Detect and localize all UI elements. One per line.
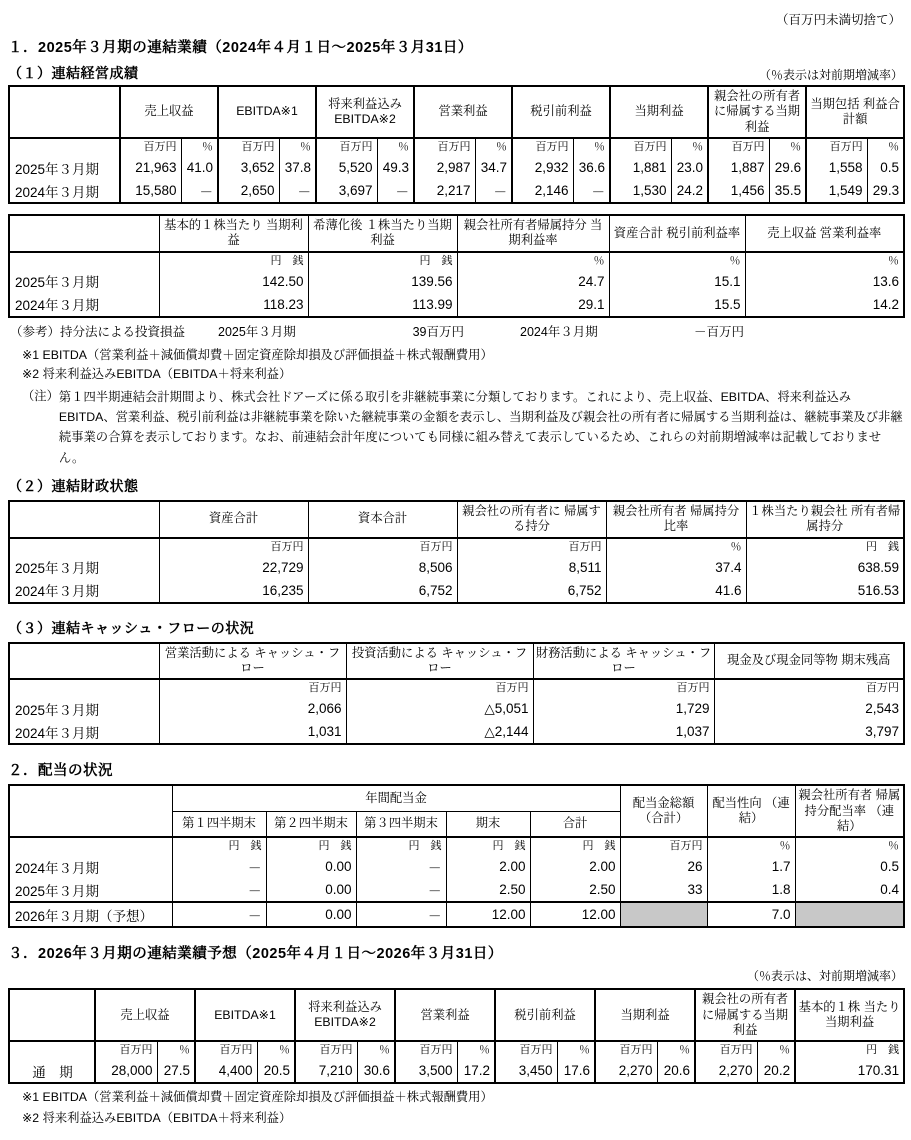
row-label: 2026年３月期（予想） bbox=[9, 902, 172, 927]
unit-cell: ％ bbox=[475, 138, 512, 156]
unit-cell: 百万円 bbox=[610, 138, 671, 156]
section1-1-pct-note: （％表示は対前期増減率） bbox=[758, 68, 903, 82]
value-cell: 2,146 bbox=[512, 179, 573, 203]
unit-cell bbox=[9, 138, 120, 156]
unit-cell: ％ bbox=[795, 837, 904, 855]
section3-pct-note: （％表示は、対前期増減率） bbox=[746, 969, 903, 984]
header-comprehensive-income: 当期包括 利益合計額 bbox=[806, 86, 904, 138]
unit-cell: ％ bbox=[457, 1041, 495, 1059]
unit-cell: 円 銭 bbox=[356, 837, 446, 855]
value-cell: 3,797 bbox=[714, 720, 904, 744]
row-label: 2025年３月期 bbox=[9, 270, 159, 293]
table-row bbox=[9, 179, 904, 203]
value-cell: 142.50 bbox=[159, 270, 308, 293]
unit-cell: 百万円 bbox=[218, 138, 279, 156]
unit-cell: ％ bbox=[377, 138, 414, 156]
value-cell: 22,729 bbox=[159, 556, 308, 579]
value-cell: 14.2 bbox=[745, 293, 904, 317]
row-label: 2024年３月期 bbox=[9, 720, 159, 744]
value-cell: 7.0 bbox=[707, 902, 795, 927]
unit-cell: 百万円 bbox=[346, 679, 533, 697]
unit-cell: 円 銭 bbox=[266, 837, 356, 855]
financial-position-table bbox=[8, 500, 905, 604]
header-total-equity: 資本合計 bbox=[308, 501, 457, 538]
header-operating-profit: 営業利益 bbox=[395, 989, 495, 1041]
value-cell: 29.6 bbox=[769, 156, 806, 179]
header-future-ebitda: 将来利益込み EBITDA※2 bbox=[316, 86, 414, 138]
value-cell: 0.4 bbox=[795, 878, 904, 902]
value-cell: 113.99 bbox=[308, 293, 457, 317]
header-profit-owners: 親会社の所有者に帰属する当期利益 bbox=[695, 989, 795, 1041]
unit-cell: 百万円 bbox=[533, 679, 714, 697]
value-cell: － bbox=[356, 855, 446, 878]
unit-cell: 百万円 bbox=[595, 1041, 657, 1059]
header-equity-per-share: １株当たり親会社 所有者帰属持分 bbox=[746, 501, 904, 538]
header-revenue: 売上収益 bbox=[95, 989, 195, 1041]
note-ebitda: ※1 EBITDA（営業利益＋減価償却費＋固定資産除却損及び評価損益＋株式報酬費用） bbox=[22, 1090, 493, 1105]
unit-cell: 百万円 bbox=[120, 138, 181, 156]
value-cell: △5,051 bbox=[346, 697, 533, 720]
row-label: 通 期 bbox=[9, 1059, 95, 1083]
value-cell: 37.8 bbox=[279, 156, 316, 179]
header-roe: 親会社所有者帰属持分 当期利益率 bbox=[457, 215, 609, 252]
reference-period-2: 2024年３月期 bbox=[520, 324, 598, 339]
corner-cell bbox=[9, 86, 120, 138]
note-label: （注） bbox=[22, 388, 59, 403]
unit-cell: 百万円 bbox=[295, 1041, 357, 1059]
value-cell: 2.00 bbox=[446, 855, 530, 878]
value-cell: 15,580 bbox=[120, 179, 181, 203]
note-text: 第１四半期連結会計期間より、株式会社ドアーズに係る取引を非継続事業に分類しております。これにより、売上収益、EBITDA、将来利益込みEBITDA、営業利益、税引前利益は非継続事業を除いた継続事業の金額を表示し、当期利益及び親会社の所有者に帰属する当期利益は、継続事業及び非継続事業の合算を表示しております。なお、前連結会計年度についても同様に組み替えて表示しているため、これらの対前期増減率は記載しておりません。 bbox=[58, 389, 903, 465]
unit-cell: ％ bbox=[609, 252, 745, 270]
unit-cell: 百万円 bbox=[395, 1041, 457, 1059]
forecast-table bbox=[8, 988, 905, 1084]
value-cell: 0.00 bbox=[266, 902, 356, 927]
rounding-note: （百万円未満切捨て） bbox=[775, 13, 901, 27]
value-cell: 8,511 bbox=[457, 556, 606, 579]
value-cell: 17.2 bbox=[457, 1059, 495, 1083]
unit-cell: 円 銭 bbox=[746, 538, 904, 556]
corner-cell bbox=[9, 501, 159, 538]
value-cell: 20.2 bbox=[757, 1059, 795, 1083]
section1-3-title: （３）連結キャッシュ・フローの状況 bbox=[8, 619, 255, 636]
value-cell: 15.5 bbox=[609, 293, 745, 317]
value-cell: 23.0 bbox=[671, 156, 708, 179]
header-total: 合計 bbox=[530, 811, 620, 837]
unit-cell: 百万円 bbox=[695, 1041, 757, 1059]
header-pretax-profit: 税引前利益 bbox=[495, 989, 595, 1041]
units-row bbox=[9, 679, 904, 697]
value-cell: 20.5 bbox=[257, 1059, 295, 1083]
header-payout-ratio: 配当性向 （連結） bbox=[707, 785, 795, 837]
value-cell: 0.00 bbox=[266, 855, 356, 878]
value-cell: △2,144 bbox=[346, 720, 533, 744]
table-row bbox=[9, 270, 904, 293]
section1-title: １．2025年３月期の連結業績（2024年４月１日～2025年３月31日） bbox=[8, 40, 473, 56]
value-cell: 28,000 bbox=[95, 1059, 157, 1083]
section2-title: ２．配当の状況 bbox=[8, 763, 113, 780]
row-label: 2024年３月期 bbox=[9, 293, 159, 317]
value-cell: 2.50 bbox=[530, 878, 620, 902]
unit-cell: 円 銭 bbox=[795, 1041, 904, 1059]
corner-cell bbox=[9, 215, 159, 252]
value-cell: 33 bbox=[620, 878, 707, 902]
reference-value-2: －百万円 bbox=[693, 324, 744, 339]
header-equity-ratio: 親会社所有者 帰属持分比率 bbox=[606, 501, 746, 538]
header-pretax-profit: 税引前利益 bbox=[512, 86, 610, 138]
forecast-notes bbox=[22, 1088, 903, 1128]
unit-cell: ％ bbox=[707, 837, 795, 855]
unit-cell bbox=[9, 538, 159, 556]
header-profit-owners: 親会社の所有者に帰属する当期利益 bbox=[708, 86, 806, 138]
value-cell: － bbox=[573, 179, 610, 203]
header-total-dividends: 配当金総額 （合計） bbox=[620, 785, 707, 837]
unit-cell: ％ bbox=[745, 252, 904, 270]
value-cell: － bbox=[475, 179, 512, 203]
value-cell: － bbox=[377, 179, 414, 203]
value-cell: 6,752 bbox=[308, 579, 457, 603]
value-cell: － bbox=[172, 855, 266, 878]
forecast-full-year-row bbox=[9, 1059, 904, 1083]
unit-cell: ％ bbox=[279, 138, 316, 156]
row-label: 2024年３月期 bbox=[9, 179, 120, 203]
corner-cell bbox=[9, 785, 172, 837]
value-cell: 6,752 bbox=[457, 579, 606, 603]
value-cell: 16,235 bbox=[159, 579, 308, 603]
blank-gray-cell bbox=[620, 902, 707, 927]
unit-cell: 百万円 bbox=[708, 138, 769, 156]
value-cell: 7,210 bbox=[295, 1059, 357, 1083]
table-row bbox=[9, 720, 904, 744]
unit-cell bbox=[9, 837, 172, 855]
unit-cell: ％ bbox=[769, 138, 806, 156]
header-total-assets: 資産合計 bbox=[159, 501, 308, 538]
value-cell: 35.5 bbox=[769, 179, 806, 203]
value-cell: 1,881 bbox=[610, 156, 671, 179]
unit-cell: ％ bbox=[573, 138, 610, 156]
table-row bbox=[9, 556, 904, 579]
value-cell: 5,520 bbox=[316, 156, 377, 179]
note-future-ebitda: ※2 将来利益込みEBITDA（EBITDA＋将来利益） bbox=[22, 367, 292, 382]
units-row bbox=[9, 138, 904, 156]
row-label: 2024年３月期 bbox=[9, 579, 159, 603]
unit-cell: 百万円 bbox=[195, 1041, 257, 1059]
value-cell: 24.7 bbox=[457, 270, 609, 293]
unit-cell: ％ bbox=[157, 1041, 195, 1059]
results-notes bbox=[22, 346, 903, 468]
header-financing-cf: 財務活動による キャッシュ・フロー bbox=[533, 643, 714, 680]
value-cell: 24.2 bbox=[671, 179, 708, 203]
corner-cell bbox=[9, 989, 95, 1041]
value-cell: － bbox=[181, 179, 218, 203]
value-cell: 1,558 bbox=[806, 156, 867, 179]
unit-cell: ％ bbox=[671, 138, 708, 156]
value-cell: 1,729 bbox=[533, 697, 714, 720]
header-roa: 資産合計 税引前利益率 bbox=[609, 215, 745, 252]
table-row bbox=[9, 878, 904, 902]
unit-cell: ％ bbox=[557, 1041, 595, 1059]
header-equity-owners: 親会社の所有者に 帰属する持分 bbox=[457, 501, 606, 538]
value-cell: － bbox=[356, 878, 446, 902]
value-cell: 3,697 bbox=[316, 179, 377, 203]
value-cell: 41.0 bbox=[181, 156, 218, 179]
table-row bbox=[9, 697, 904, 720]
unit-cell: 百万円 bbox=[95, 1041, 157, 1059]
value-cell: 2,270 bbox=[595, 1059, 657, 1083]
unit-cell: 百万円 bbox=[316, 138, 377, 156]
value-cell: 2,270 bbox=[695, 1059, 757, 1083]
row-label: 2025年３月期 bbox=[9, 556, 159, 579]
unit-cell: ％ bbox=[457, 252, 609, 270]
unit-cell: 円 銭 bbox=[530, 837, 620, 855]
unit-cell: 百万円 bbox=[159, 679, 346, 697]
table-row bbox=[9, 156, 904, 179]
table-row bbox=[9, 579, 904, 603]
value-cell: － bbox=[172, 902, 266, 927]
value-cell: 118.23 bbox=[159, 293, 308, 317]
value-cell: 3,450 bbox=[495, 1059, 557, 1083]
dividends-table bbox=[8, 784, 905, 928]
unit-cell: ％ bbox=[257, 1041, 295, 1059]
header-year-end: 期末 bbox=[446, 811, 530, 837]
row-label: 2025年３月期 bbox=[9, 697, 159, 720]
header-operating-margin: 売上収益 営業利益率 bbox=[745, 215, 904, 252]
unit-cell bbox=[9, 1041, 95, 1059]
unit-cell: 百万円 bbox=[159, 538, 308, 556]
header-ebitda: EBITDA※1 bbox=[195, 989, 295, 1041]
row-label: 2025年３月期 bbox=[9, 156, 120, 179]
value-cell: 15.1 bbox=[609, 270, 745, 293]
unit-cell: ％ bbox=[757, 1041, 795, 1059]
unit-cell: 円 銭 bbox=[446, 837, 530, 855]
value-cell: 2,987 bbox=[414, 156, 475, 179]
value-cell: 3,500 bbox=[395, 1059, 457, 1083]
header-operating-profit: 営業利益 bbox=[414, 86, 512, 138]
value-cell: 638.59 bbox=[746, 556, 904, 579]
value-cell: 2,066 bbox=[159, 697, 346, 720]
header-operating-cf: 営業活動による キャッシュ・フロー bbox=[159, 643, 346, 680]
row-label: 2025年３月期 bbox=[9, 878, 172, 902]
unit-cell: 円 銭 bbox=[159, 252, 308, 270]
consolidated-results-table bbox=[8, 85, 905, 204]
value-cell: 1,530 bbox=[610, 179, 671, 203]
value-cell: 34.7 bbox=[475, 156, 512, 179]
value-cell: 1,887 bbox=[708, 156, 769, 179]
value-cell: 1.7 bbox=[707, 855, 795, 878]
unit-cell: 百万円 bbox=[806, 138, 867, 156]
value-cell: 8,506 bbox=[308, 556, 457, 579]
header-future-ebitda: 将来利益込み EBITDA※2 bbox=[295, 989, 395, 1041]
value-cell: － bbox=[172, 878, 266, 902]
row-label: 2024年３月期 bbox=[9, 855, 172, 878]
value-cell: 3,652 bbox=[218, 156, 279, 179]
value-cell: 4,400 bbox=[195, 1059, 257, 1083]
value-cell: 2.00 bbox=[530, 855, 620, 878]
value-cell: 12.00 bbox=[446, 902, 530, 927]
units-row bbox=[9, 1041, 904, 1059]
value-cell: 2,217 bbox=[414, 179, 475, 203]
value-cell: 29.3 bbox=[867, 179, 904, 203]
note-ebitda: ※1 EBITDA（営業利益＋減価償却費＋固定資産除却損及び評価損益＋株式報酬費用） bbox=[22, 347, 493, 362]
value-cell: 2,650 bbox=[218, 179, 279, 203]
value-cell: 27.5 bbox=[157, 1059, 195, 1083]
value-cell: 516.53 bbox=[746, 579, 904, 603]
corner-cell bbox=[9, 643, 159, 680]
units-row bbox=[9, 252, 904, 270]
value-cell: 1,031 bbox=[159, 720, 346, 744]
value-cell: 0.00 bbox=[266, 878, 356, 902]
header-diluted-eps: 希薄化後 １株当たり当期利益 bbox=[308, 215, 457, 252]
reference-value-1: 39百万円 bbox=[412, 324, 464, 339]
units-row bbox=[9, 837, 904, 855]
value-cell: 1,037 bbox=[533, 720, 714, 744]
cash-flow-table bbox=[8, 642, 905, 746]
value-cell: 2.50 bbox=[446, 878, 530, 902]
unit-cell: ％ bbox=[181, 138, 218, 156]
value-cell: 41.6 bbox=[606, 579, 746, 603]
value-cell: 1.8 bbox=[707, 878, 795, 902]
value-cell: 21,963 bbox=[120, 156, 181, 179]
unit-cell: 円 銭 bbox=[308, 252, 457, 270]
section1-1-title: （１）連結経営成績 bbox=[8, 65, 139, 81]
blank-gray-cell bbox=[795, 902, 904, 927]
table-row bbox=[9, 293, 904, 317]
header-q2-end: 第２四半期末 bbox=[266, 811, 356, 837]
section3-title: ３．2026年３月期の連結業績予想（2025年４月１日～2026年３月31日） bbox=[8, 946, 503, 963]
unit-cell: 百万円 bbox=[512, 138, 573, 156]
value-cell: 1,456 bbox=[708, 179, 769, 203]
unit-cell bbox=[9, 679, 159, 697]
unit-cell: ％ bbox=[657, 1041, 695, 1059]
header-ebitda: EBITDA※1 bbox=[218, 86, 316, 138]
equity-method-reference bbox=[10, 322, 903, 340]
forecast-dividend-row bbox=[9, 902, 904, 927]
header-q1-end: 第１四半期末 bbox=[172, 811, 266, 837]
reference-label: （参考）持分法による投資損益 bbox=[10, 324, 186, 339]
value-cell: 2,932 bbox=[512, 156, 573, 179]
header-profit: 当期利益 bbox=[610, 86, 708, 138]
value-cell: 2,543 bbox=[714, 697, 904, 720]
value-cell: 17.6 bbox=[557, 1059, 595, 1083]
header-basic-eps: 基本的１株当たり 当期利益 bbox=[159, 215, 308, 252]
unit-cell bbox=[9, 252, 159, 270]
unit-cell: 百万円 bbox=[457, 538, 606, 556]
note-future-ebitda: ※2 将来利益込みEBITDA（EBITDA＋将来利益） bbox=[22, 1111, 292, 1126]
unit-cell: ％ bbox=[867, 138, 904, 156]
unit-cell: ％ bbox=[606, 538, 746, 556]
header-dividend-on-equity: 親会社所有者 帰属持分配当率 （連結） bbox=[795, 785, 904, 837]
header-annual-dividends: 年間配当金 bbox=[172, 785, 620, 811]
value-cell: 13.6 bbox=[745, 270, 904, 293]
unit-cell: 百万円 bbox=[714, 679, 904, 697]
header-investing-cf: 投資活動による キャッシュ・フロー bbox=[346, 643, 533, 680]
reference-period-1: 2025年３月期 bbox=[218, 324, 296, 339]
per-share-ratios-table bbox=[8, 214, 905, 318]
value-cell: 36.6 bbox=[573, 156, 610, 179]
value-cell: － bbox=[356, 902, 446, 927]
units-row bbox=[9, 538, 904, 556]
header-profit: 当期利益 bbox=[595, 989, 695, 1041]
header-q3-end: 第３四半期末 bbox=[356, 811, 446, 837]
section1-2-title: （２）連結財政状態 bbox=[8, 477, 139, 494]
note-discontinued-operations bbox=[22, 387, 903, 468]
unit-cell: 円 銭 bbox=[172, 837, 266, 855]
table-row bbox=[9, 855, 904, 878]
value-cell: 139.56 bbox=[308, 270, 457, 293]
value-cell: 26 bbox=[620, 855, 707, 878]
value-cell: 29.1 bbox=[457, 293, 609, 317]
header-basic-eps: 基本的１株 当たり当期利益 bbox=[795, 989, 904, 1041]
unit-cell: 百万円 bbox=[495, 1041, 557, 1059]
unit-cell: 百万円 bbox=[620, 837, 707, 855]
value-cell: － bbox=[279, 179, 316, 203]
unit-cell: ％ bbox=[357, 1041, 395, 1059]
value-cell: 30.6 bbox=[357, 1059, 395, 1083]
value-cell: 0.5 bbox=[795, 855, 904, 878]
header-cash-equivalents: 現金及び現金同等物 期末残高 bbox=[714, 643, 904, 680]
value-cell: 0.5 bbox=[867, 156, 904, 179]
unit-cell: 百万円 bbox=[308, 538, 457, 556]
value-cell: 49.3 bbox=[377, 156, 414, 179]
value-cell: 37.4 bbox=[606, 556, 746, 579]
value-cell: 12.00 bbox=[530, 902, 620, 927]
unit-cell: 百万円 bbox=[414, 138, 475, 156]
header-revenue: 売上収益 bbox=[120, 86, 218, 138]
value-cell: 170.31 bbox=[795, 1059, 904, 1083]
value-cell: 20.6 bbox=[657, 1059, 695, 1083]
value-cell: 1,549 bbox=[806, 179, 867, 203]
